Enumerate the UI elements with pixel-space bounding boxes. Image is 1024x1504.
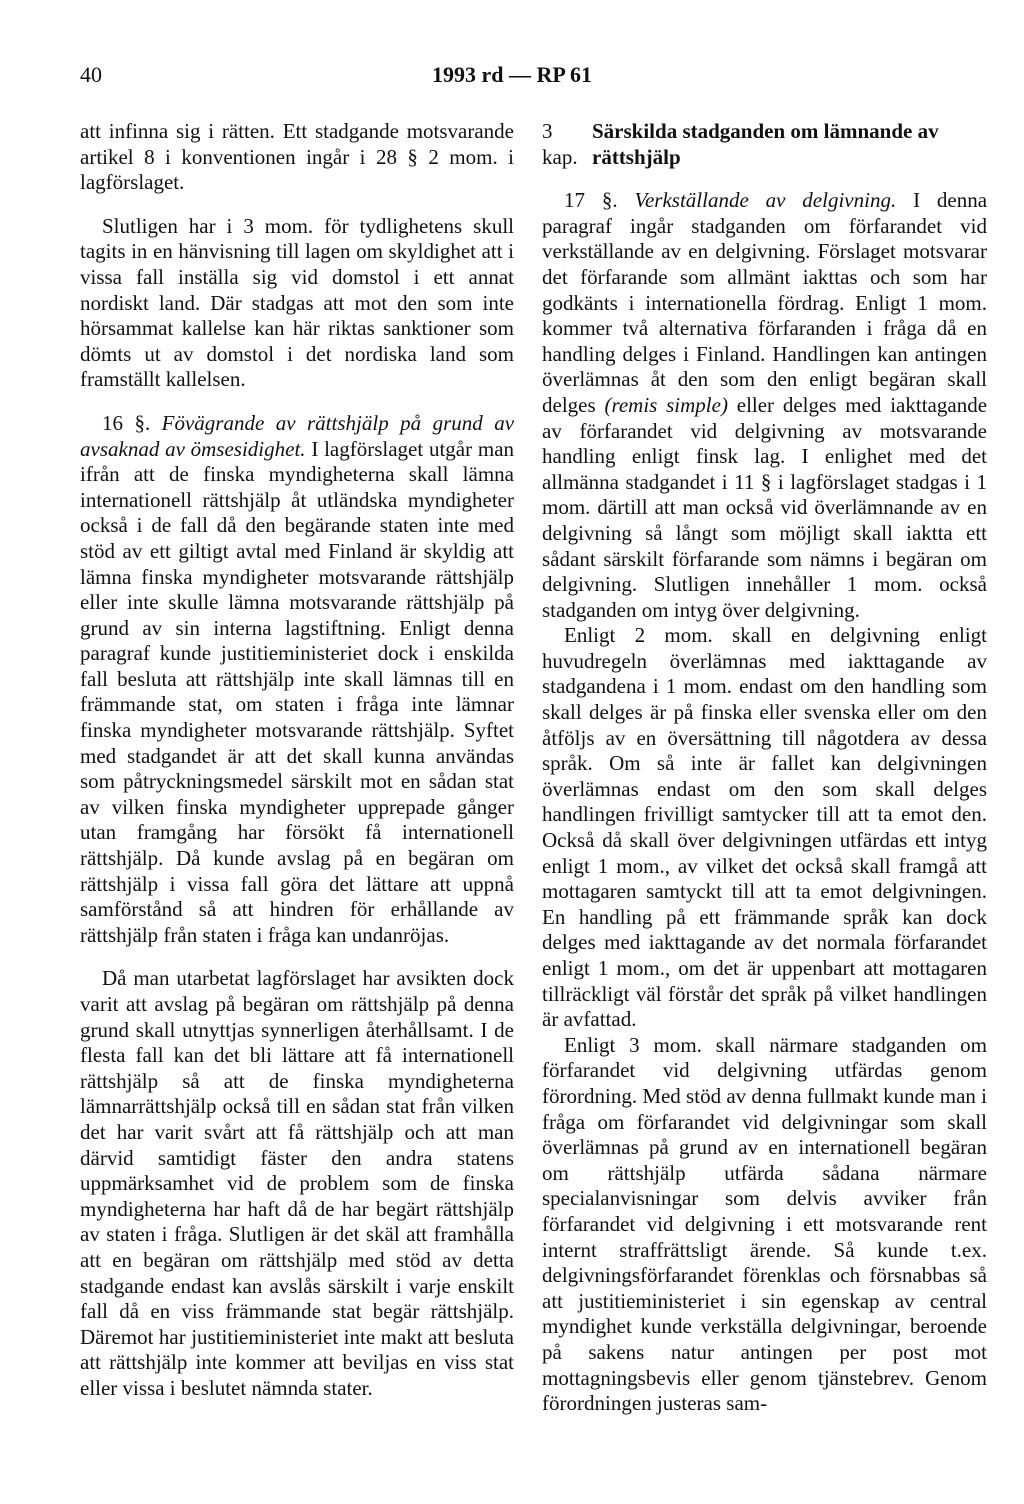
page-number: 40 xyxy=(80,62,102,87)
paragraph: Enligt 2 mom. skall en delgivning enligt huvudregeln överlämnas med iakttagande av stadgandena i 1 mom. endast om den handling som skall delges är på finska eller svenska eller om den åtföljs av en översättning till någotdera av dessa språk. Om så inte är fallet kan delgivningen överlämnas endast om den som skall delges handlingen frivilligt samtycker till att ta emot den. Också då skall över delgivningen utfärdas ett intyg enligt 1 mom., av vilket det också skall framgå att mottagaren samtyckt till att ta emot delgivningen. En handling på ett främmande språk kan dock delges med iakttagande av det normala förfarandet enligt 1 mom., om det är uppenbart att mottagaren tillräckligt väl förstår det språk på vilket handlingen är avfattad. xyxy=(542,623,987,1032)
right-column xyxy=(542,119,987,1417)
section-heading: Verkställande av delgivning. xyxy=(634,188,897,213)
paragraph: Enligt 3 mom. skall närmare stadganden om förfarandet vid delgivning utfärdas genom förordning. Med stöd av denna fullmakt kunde man i fråga om förfarandet vid delgivningar som skall överlämnas på grund av en internationell begäran om rättshjälp utfärda sådana närmare specialanvisningar som delvis avviker från förfarandet vid delgivning i ett motsvarande rent internt straffrättsligt ärende. Så kunde t.ex. delgivningsförfarandet förenklas och försnabbas så att justitieministeriet i sin egenskap av central myndighet kunde verkställa delgivningar, beroende på sakens natur antingen per post mot mottagningsbevis eller genom tjänstebrev. Genom förordningen justeras sam- xyxy=(542,1032,987,1416)
paragraph: att infinna sig i rätten. Ett stadgande motsvarande artikel 8 i konventionen ingår i 28 § 2 mom. i lagförslaget. xyxy=(80,119,514,195)
left-column xyxy=(80,119,514,1402)
paragraph: Då man utarbetat lagförslaget har avsikten dock varit att avslag på begäran om rättshjälp på denna grund skall utnyttjas synnerligen återhållsamt. I de flesta fall kan det bli lättare att få internationell rättshjälp så att de finska myndigheterna lämnarrättshjälp också till en sådan stat från vilken det har varit svårt att få rättshjälp och att man därvid samtidigt fäster den andra statens uppmärksamhet vid de problem som de finska myndigheterna har haft då de har begärt rättshjälp av staten i fråga. Slutligen är det skäl att framhålla att en begäran om rättshjälp med stöd av detta stadgande endast kan avslås särskilt i varje enskilt fall då en viss främmande stat begär rättshjälp. Däremot har justitieministeriet inte makt att besluta att rättshjälp inte kommer att beviljas en viss stat eller vissa i beslutet nämnda stater. xyxy=(80,966,514,1400)
section-text: I lagförslaget utgår man ifrån att de finska myndigheterna skall lämna internationell rättshjälp åt utländska myndigheter också i de fall då den begärande staten inte med stöd av ett giltigt avtal med Finland är skyldig att lämna finska myndigheter motsvarande rättshjälp eller inte skulle lämna motsvarande rättshjälp på grund av sin interna lagstiftning. Enligt denna paragraf kunde justitieministeriet dock i enskilda fall besluta att rättshjälp inte skall lämnas till en främmande stat, om staten i fråga inte lämnar finska myndigheter motsvarande rättshjälp. Syftet med stadgandet är att det skall kunna användas som påtryckningsmedel särskilt mot en sådan stat av vilken finska myndigheter upprepade gånger utan framgång har försökt få internationell rättshjälp. Då kunde avslag på en begäran om rättshjälp i vissa fall göra det lättare att uppnå samförstånd så att hindren för erhållande av rättshjälp från staten i fråga kan undanröjas. xyxy=(80,436,515,947)
section-17-paragraph xyxy=(542,188,987,623)
section-16-paragraph xyxy=(80,411,514,948)
paragraph: Slutligen har i 3 mom. för tydlighetens skull tagits in en hänvisning till lagen om skyldighet att i vissa fall inställa sig vid domstol i ett annat nordiskt land. Där stadgas att mot den som inte hörsammat kallelse kan här riktas sanktioner som dömts ut av domstol i det nordiska land som framställt kallelsen. xyxy=(80,213,514,392)
section-text: I denna paragraf ingår stadganden om förfarandet vid verkställande av en delgivning. Förslaget motsvarar det förfarande som allmänt iakttas och som har godkänts i internationella fördrag. Enligt 1 mom. kommer två alternativa förfaranden i fråga då en handling delges i Finland. Handlingen kan antingen överlämnas åt den som den enligt begäran skall delges xyxy=(542,188,988,417)
section-heading: Fövägrande av rättshjälp på grund av avsaknad av ömsesidighet. xyxy=(80,410,515,461)
remis-simple-term: (remis simple) xyxy=(604,392,728,417)
running-title: 1993 rd — RP 61 xyxy=(431,62,593,87)
section-text-continued: eller delges med iakttagande av förfarandet vid delgivning av motsvarande handling enligt finsk lag. I enlighet med det allmänna stadgandet i 11 § i lagförslaget stadgas i 1 mom. därtill att man också vid överlämnande av en delgivning så långt som möjligt skall iaktta ett sådant särskilt förfarande som nämns i begäran om delgivning. Slutligen innehåller 1 mom. också stadganden om intyg över delgivning. xyxy=(542,392,988,622)
section-number: 16 §. xyxy=(102,410,151,435)
chapter-number: 3 kap. xyxy=(542,119,578,169)
chapter-heading xyxy=(542,119,987,170)
page-header xyxy=(0,62,1024,92)
chapter-title: Särskilda stadganden om lämnande av rättshjälp xyxy=(592,119,939,169)
section-number: 17 §. xyxy=(564,188,618,213)
